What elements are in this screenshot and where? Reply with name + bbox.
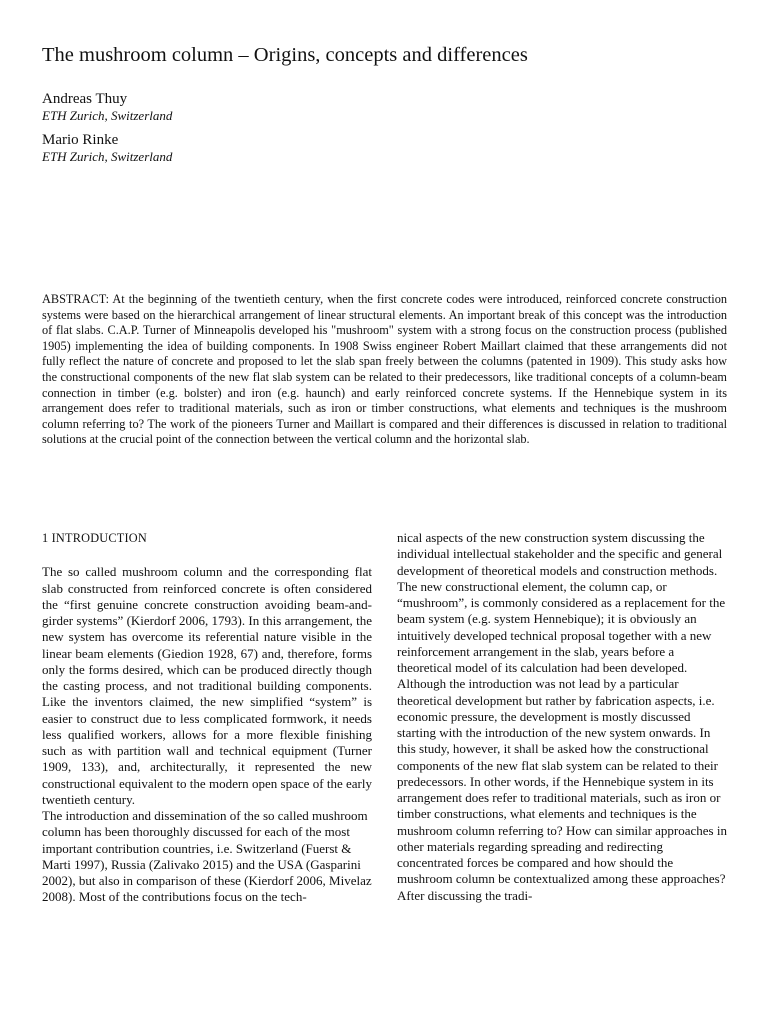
author-affiliation-2: ETH Zurich, Switzerland — [42, 149, 173, 164]
intro-paragraph-1: The so called mushroom column and the corresponding flat slab constructed from reinforced concrete is often considered the “first genuine concrete construction avoiding beam-and-girder systems” (Kierdorf 2006, 1793). In this arrangement, the new system has overcome its referential nature visible in the linear beam elements (Giedion 1928, 67) and, therefore, forms only the forms desired, which can be produced directly though the casting process, and not traditional building components. Like the inventors claimed, the new simplified “system” is easier to construct due to less complicated formwork, it needs less qualified workers, allows for a more flexible finishing such as with partition wall and technical equipment (Turner 1909, 133), and, architecturally, it represented the new constructional equivalent to the modern open space of the early twentieth century. — [42, 564, 372, 807]
author-name-1: Andreas Thuy — [42, 91, 128, 107]
author-name-2: Mario Rinke — [42, 132, 119, 148]
abstract: ABSTRACT: At the beginning of the twentieth century, when the first concrete codes were introduced, reinforced concrete construction systems were based on the hierarchical arrangement of linear structural elements. An important break of this concept was the introduction of flat slabs. C.A.P. Turner of Minneapolis developed his "mushroom" system with a strong focus on the construction process (published 1905) implementing the idea of building components. In 1908 Swiss engineer Robert Maillart claimed that these arrangements did not fully reflect the nature of concrete and proposed to let the slab span freely between the columns (patented in 1909). This study asks how the constructional components of the new flat slab system can be related to their predecessors, like traditional concepts of a column-beam connection in timber (e.g. bolster) and iron (e.g. haunch) and early reinforced concrete systems. If the Hennebique system in its arrangement does refer to traditional materials, such as iron or timber constructions, what elements and techniques is the mushroom column referring to? The work of the pioneers Turner and Maillart is compared and their differences is discussed in relation to traditional solutions at the crucial point of the connection between the vertical column and the horizontal slab. — [42, 292, 727, 447]
left-column — [42, 530, 372, 906]
paper-title: The mushroom column – Origins, concepts and differences — [42, 44, 528, 66]
author-affiliation-1: ETH Zurich, Switzerland — [42, 108, 173, 123]
right-column — [397, 530, 727, 904]
intro-paragraph-3: nical aspects of the new construction system discussing the individual intellectual stakeholder and the specific and general development of theoretical models and construction methods. The new constructional element, the column cap, or “mushroom”, is commonly considered as a replacement for the beam system (e.g. system Hennebique); it is obviously an intuitively developed technical proposal together with a new reinforcement arrangement in the slab, years before a theoretical model of its calculation had been developed. Although the introduction was not lead by a particular theoretical development but rather by fabrication aspects, i.e. economic pressure, the development is mostly discussed starting with the introduction of the new system onwards. In this study, however, it shall be asked how the constructional components of the new flat slab system can be related to their predecessors. In other words, if the Hennebique system in its arrangement does refer to traditional materials, such as iron or timber constructions, what elements and techniques is the mushroom column referring to? How can similar approaches in other materials regarding spreading and redirecting concentrated forces be compared and how should the mushroom column be contextualized among these approaches? After discussing the tradi- — [397, 530, 727, 903]
section-heading: 1 INTRODUCTION — [42, 531, 147, 545]
intro-paragraph-2: The introduction and dissemination of the so called mushroom column has been thoroughly discussed for each of the most important contribution countries, i.e. Switzerland (Fuerst & Marti 1997), Russia (Zalivako 2015) and the USA (Gasparini 2002), but also in comparison of these (Kierdorf 2006, Mivelaz 2008). Most of the contributions focus on the tech- — [42, 808, 372, 905]
